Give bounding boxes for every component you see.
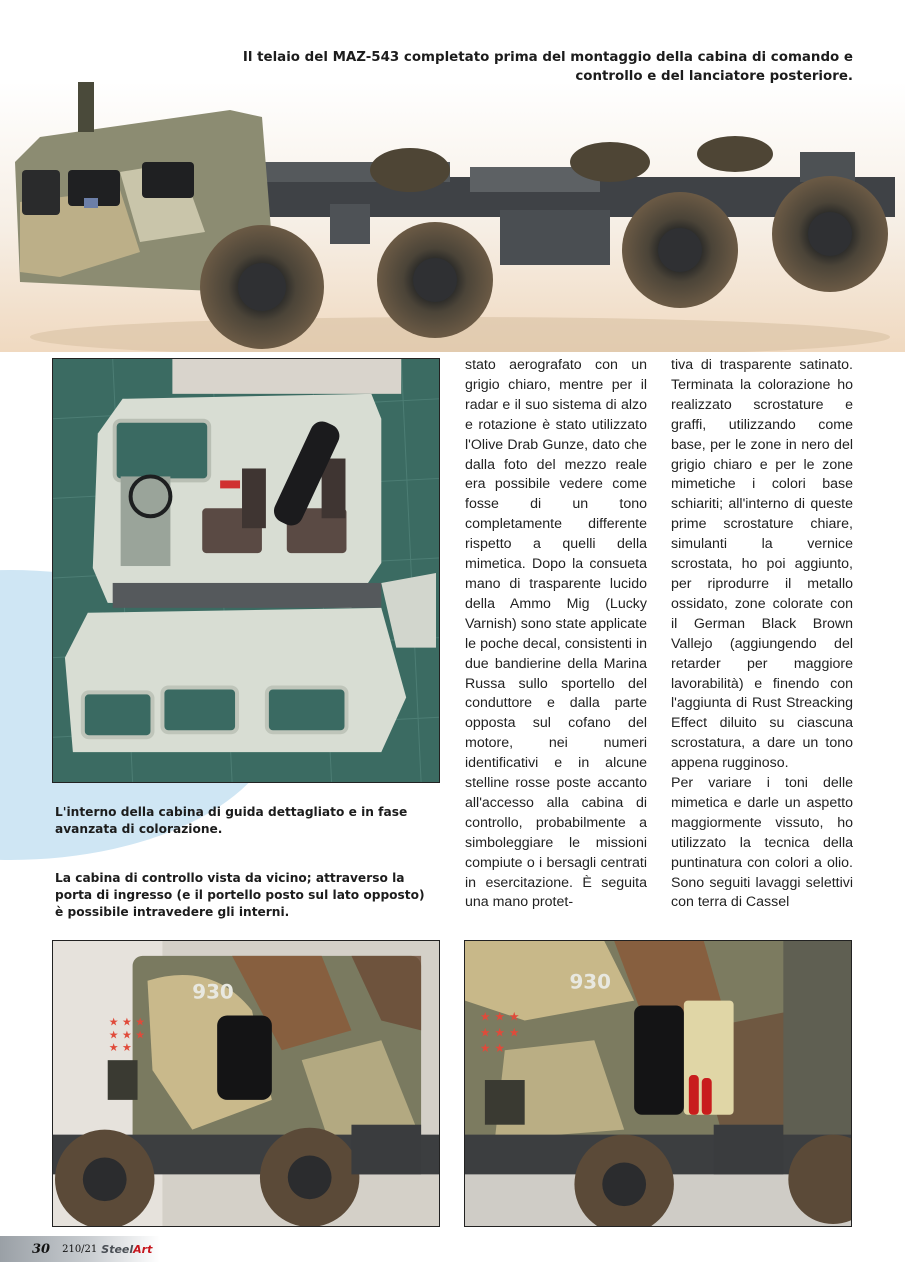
article-column-2 (671, 356, 853, 913)
page-number: 30 (32, 1241, 51, 1257)
article-paragraph: Per variare i toni delle mimetica e darle un aspetto maggiormente vissuto, ho utilizzato la tecnica della puntinatura con colori a olio. Sono seguiti lavaggi selettivi con terra di Cassel (671, 775, 853, 911)
logo-steel: Steel (101, 1242, 134, 1256)
svg-text:★ ★ ★: ★ ★ ★ (479, 1009, 520, 1024)
svg-text:★ ★ ★: ★ ★ ★ (108, 1028, 146, 1042)
control-cabin-caption: La cabina di controllo vista da vicino; attraverso la porta di ingresso (e il portello posto sul lato opposto) è possibile intravedere gli interni. (55, 871, 425, 919)
magazine-logo (101, 1243, 152, 1256)
vehicle-number: 930 (192, 980, 234, 1004)
vehicle-number: 930 (569, 970, 611, 994)
svg-text:★ ★: ★ ★ (479, 1041, 506, 1056)
issue-number: 210/21 (62, 1243, 98, 1255)
article-paragraph: stato aerografato con un grigio chiaro, mentre per il radar e il suo sistema di alzo e rotazione è stato utilizzato l'Olive Drab Gunze, dato che dalla foto del mezzo reale era possibile vedere come fosse di un tono completamente differente rispetto a quelli della mimetica. Dopo la consueta mano di trasparente lucido della Ammo Mig (Lucky Varnish) sono state applicate le poche decal, consistenti in due bandierine della Marina Russa sullo sportello del conduttore e dalla parte opposta sul cofano del motore, nei numeri identificativi e in alcune stelline rosse poste accanto all'accesso alla cabina di controllo, probabilmente a simboleggiare le missioni compiute o i bersagli centrati in esercitazione. È seguita una mano protet- (465, 357, 647, 911)
page-footer (0, 1236, 160, 1262)
svg-text:★ ★ ★: ★ ★ ★ (108, 1015, 146, 1029)
control-cabin-photo-left (52, 940, 440, 1227)
logo-art: Art (133, 1242, 153, 1256)
svg-text:★ ★ ★: ★ ★ ★ (479, 1025, 520, 1040)
cabin-interior-photo (52, 358, 440, 783)
article-paragraph: tiva di trasparente satinato. Terminata la colorazione ho realizzato scrostature e graffi, utilizzando come base, per le zone in nero del grigio chiaro e per le zone mimetiche i colori base schiariti; all'interno di queste prime scrostature chiare, simulanti la vernice scrostata, ho poi aggiunto, per riprodurre il metallo ossidato, zone colorate con il German Black Brown Vallejo (aggiungendo del retarder per maggiore lavorabilità) e finendo con l'aggiunta di Rust Streacking Effect diluito su ciascuna scrostatura, a dare un tono appena rugginoso. (671, 357, 853, 772)
article-column-1 (465, 356, 647, 913)
control-cabin-photo-right (464, 940, 852, 1227)
interior-photo-caption: L'interno della cabina di guida dettagliato e in fase avanzata di colorazione. (55, 805, 408, 836)
chassis-photo (0, 82, 905, 352)
svg-text:★ ★: ★ ★ (108, 1041, 132, 1055)
top-photo-caption: Il telaio del MAZ-543 completato prima del montaggio della cabina di comando e controllo e del lanciatore posteriore. (242, 50, 853, 84)
